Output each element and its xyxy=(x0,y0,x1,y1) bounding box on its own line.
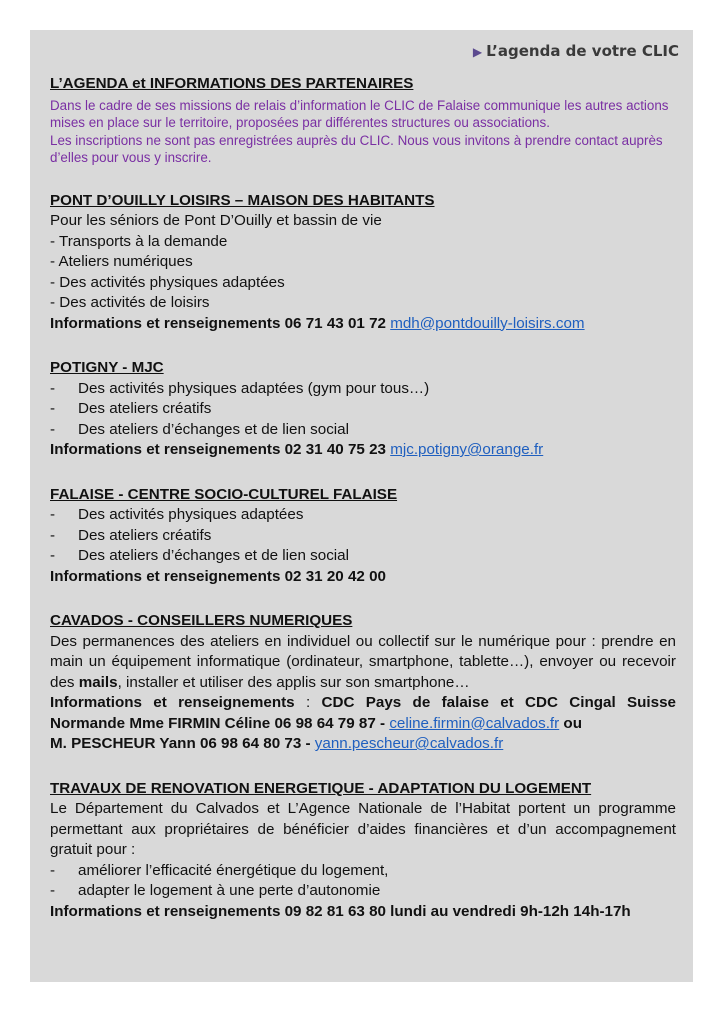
list-item: - améliorer l’efficacité énergétique du logement, xyxy=(50,861,389,879)
list-item: - Des activités physiques adaptées xyxy=(50,506,304,523)
section-lead: Pour les séniors de Pont D’Ouilly et bassin de vie xyxy=(50,212,382,229)
list-item: - Des ateliers créatifs xyxy=(50,526,212,544)
list-item: - Des activités physiques adaptées xyxy=(50,273,285,291)
info-line: Informations et renseignements 09 82 81 63 80 lundi au vendredi 9h-12h 14h-17h xyxy=(50,902,631,920)
section-travaux xyxy=(50,779,676,923)
content xyxy=(50,74,676,922)
email-link[interactable]: celine.firmin@calvados.fr xyxy=(389,714,560,732)
page-header xyxy=(473,42,679,60)
list-item: - Des ateliers d’échanges et de lien social xyxy=(50,547,350,564)
email-link[interactable]: mdh@pontdouilly-loisirs.com xyxy=(390,314,585,332)
info-line: M. PESCHEUR Yann 06 98 64 80 73 - yann.pescheur@calvados.fr xyxy=(50,735,504,752)
section-text: Des permanences des ateliers en individuel ou collectif sur le numérique pour : prendre en main un équipement informatique (ordinateur, smartphone, tablette…), envoyer ou recevoir des mails, installer et utiliser des applis sur son smartphone… xyxy=(50,632,676,691)
intro-paragraph-2: Les inscriptions ne sont pas enregistrées auprès du CLIC. Nous vous invitons à prendre contact auprès d’elles pour vous y inscrire. xyxy=(50,132,663,165)
section-text: Le Département du Calvados et L’Agence Nationale de l’Habitat portent un programme permettant aux propriétaires de bénéficier d’aides financières et d’un accompagnement gratuit pour : xyxy=(50,800,676,858)
info-text: Informations et renseignements 06 71 43 01 72 xyxy=(50,314,386,332)
section-title: CAVADOS - CONSEILLERS NUMERIQUES xyxy=(50,612,353,629)
section-falaise xyxy=(50,485,676,588)
section-calvados xyxy=(50,611,676,755)
list-item: - Ateliers numériques xyxy=(50,253,193,270)
list-item: - Des ateliers d’échanges et de lien social xyxy=(50,420,350,438)
page-panel xyxy=(30,30,693,982)
list-item: - adapter le logement à une perte d’autonomie xyxy=(50,882,381,899)
intro-paragraph-1: Dans le cadre de ses missions de relais d’information le CLIC de Falaise communique les autres actions mises en place sur le territoire, proposées par différentes structures ou associations. xyxy=(50,97,669,130)
info-text: Informations et renseignements 02 31 40 75 23 xyxy=(50,441,386,458)
triangle-icon: ▶ xyxy=(472,45,483,59)
list-item: - Transports à la demande xyxy=(50,232,228,250)
list-item: - Des ateliers créatifs xyxy=(50,400,212,417)
section-pont-douilly xyxy=(50,191,676,335)
section-title: PONT D’OUILLY LOISIRS – MAISON DES HABITANTS xyxy=(50,191,435,209)
email-link[interactable]: mjc.potigny@orange.fr xyxy=(390,441,544,458)
list-item: - Des activités physiques adaptées (gym pour tous…) xyxy=(50,379,430,397)
email-link[interactable]: yann.pescheur@calvados.fr xyxy=(314,735,504,752)
intro-title: L’AGENDA et INFORMATIONS DES PARTENAIRES xyxy=(50,75,414,92)
section-title: POTIGNY - MJC xyxy=(50,359,164,376)
list-item: - Des activités de loisirs xyxy=(50,294,210,311)
info-line xyxy=(50,440,676,461)
info-line: Informations et renseignements : CDC Pays de falaise et CDC Cingal Suisse Normande Mme FIRMIN Céline 06 98 64 79 87 - celine.firmin@calvados.fr ou xyxy=(50,694,676,732)
section-title: FALAISE - CENTRE SOCIO-CULTUREL FALAISE xyxy=(50,485,398,503)
header-title: L’agenda de votre CLIC xyxy=(486,42,679,60)
info-line: Informations et renseignements 02 31 20 42 00 xyxy=(50,567,386,585)
section-potigny xyxy=(50,358,676,461)
intro-section xyxy=(50,74,676,167)
info-line xyxy=(50,314,676,335)
section-title: TRAVAUX DE RENOVATION ENERGETIQUE - ADAPTATION DU LOGEMENT xyxy=(50,779,592,797)
